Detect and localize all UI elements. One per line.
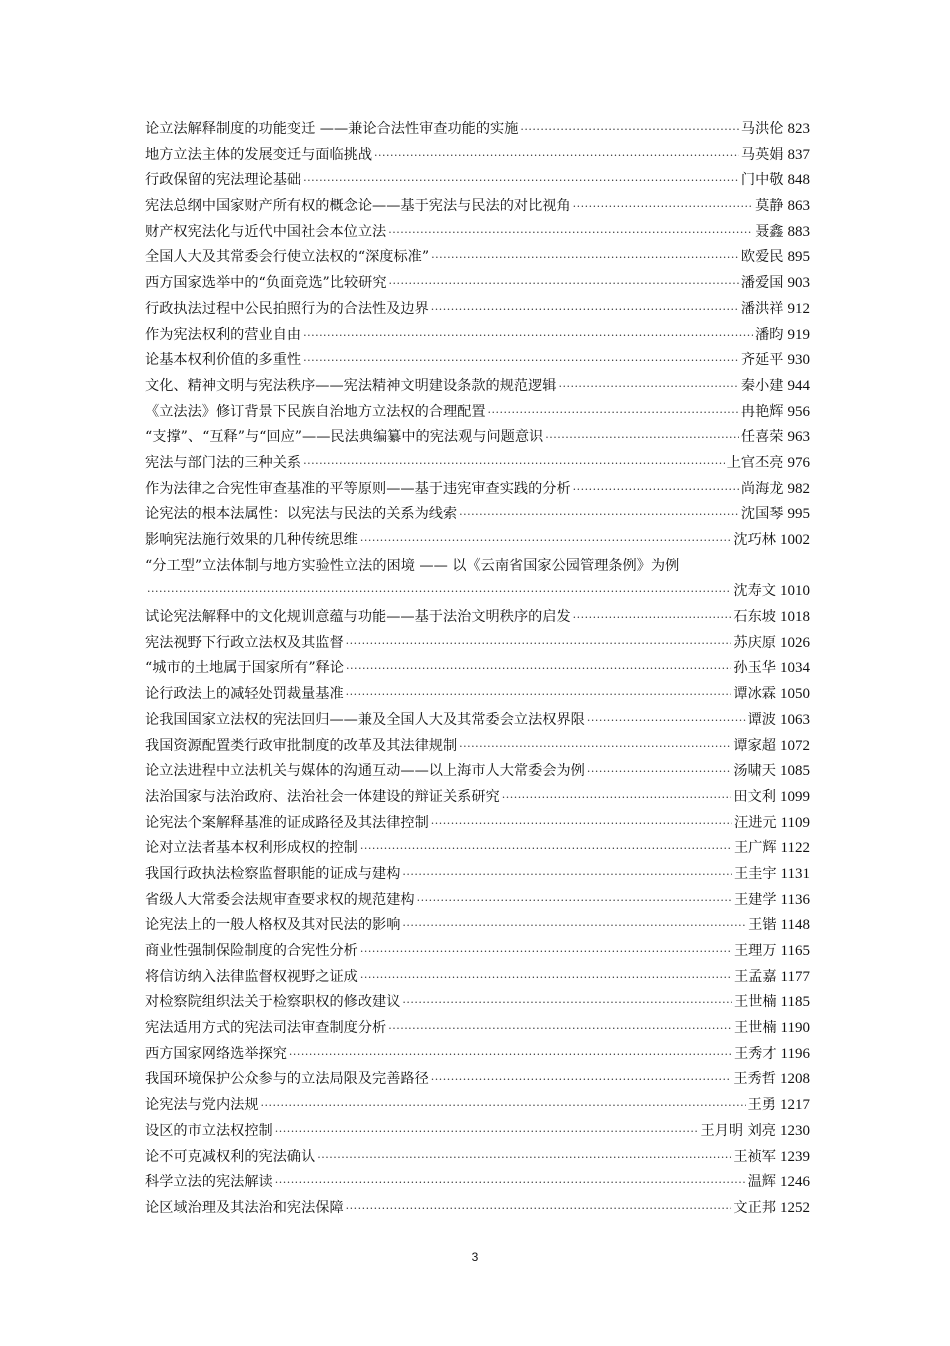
toc-entry-author: 冉艳辉 xyxy=(740,403,784,420)
toc-entry[interactable] xyxy=(145,1145,810,1171)
toc-entry-title: 论立法进程中立法机关与媒体的沟通互动——以上海市人大常委会为例 xyxy=(145,763,585,780)
dot-leader xyxy=(303,323,753,349)
toc-entry-title: 宪法总纲中国家财产所有权的概念论——基于宪法与民法的对比视角 xyxy=(145,198,571,215)
dot-leader xyxy=(558,374,738,400)
toc-entry-author: 谭冰霖 xyxy=(733,686,776,703)
toc-entry[interactable] xyxy=(145,862,810,888)
toc-entry[interactable] xyxy=(145,836,810,862)
toc-entry[interactable] xyxy=(145,477,810,503)
toc-entry-page: 1196 xyxy=(780,1045,810,1062)
toc-entry[interactable] xyxy=(145,605,810,631)
dot-leader xyxy=(431,811,732,837)
toc-entry[interactable] xyxy=(145,990,810,1016)
toc-entry-title: 论立法解释制度的功能变迁 ——兼论合法性审查功能的实施 xyxy=(145,121,519,137)
toc-entry-page: 1136 xyxy=(780,891,810,908)
toc-entry[interactable] xyxy=(145,1196,810,1222)
toc-entry-title: 我国环境保护公众参与的立法局限及完善路径 xyxy=(145,1071,429,1088)
toc-entry-author: 莫静 xyxy=(755,198,784,215)
toc-entry-author: 文正邦 xyxy=(733,1199,776,1216)
toc-entry-author: 石东坡 xyxy=(733,609,776,626)
toc-entry-page: 919 xyxy=(787,326,810,343)
toc-entry-title: 论不可克减权利的宪法确认 xyxy=(145,1148,316,1165)
toc-entry-page: 976 xyxy=(787,454,810,471)
toc-entry-page: 930 xyxy=(787,352,810,369)
toc-entry[interactable] xyxy=(145,759,810,785)
toc-entry-author: 欧爱民 xyxy=(740,249,784,266)
toc-entry-title: 财产权宪法化与近代中国社会本位立法 xyxy=(145,223,387,240)
toc-entry-author: 沈寿文 xyxy=(733,583,776,600)
toc-entry[interactable] xyxy=(145,400,810,426)
dot-leader xyxy=(388,220,753,246)
toc-entry[interactable] xyxy=(145,143,810,169)
toc-entry[interactable] xyxy=(145,656,810,682)
dot-leader xyxy=(389,271,739,297)
dot-leader xyxy=(275,1170,746,1196)
toc-entry-title: 论我国国家立法权的宪法回归——兼及全国人大及其常委会立法权界限 xyxy=(145,711,585,728)
toc-entry-page: 837 xyxy=(787,146,810,163)
toc-entry-author: 聂鑫 xyxy=(755,223,784,240)
dot-leader xyxy=(346,682,732,708)
toc-entry-page: 1208 xyxy=(780,1071,810,1088)
toc-entry-page: 1063 xyxy=(780,711,810,728)
toc-entry[interactable] xyxy=(145,785,810,811)
toc-entry-page: 1230 xyxy=(780,1122,810,1139)
toc-entry[interactable] xyxy=(145,348,810,374)
toc-entry[interactable] xyxy=(145,271,810,297)
toc-entry-page: 982 xyxy=(787,480,810,497)
toc-entry-title: 行政保留的宪法理论基础 xyxy=(145,172,302,189)
toc-entry[interactable] xyxy=(145,734,810,760)
toc-entry-page: 1252 xyxy=(780,1199,810,1216)
toc-entry-author: 沈国琴 xyxy=(740,506,784,523)
toc-entry-title: “城市的土地属于国家所有”释论 xyxy=(145,660,344,677)
toc-entry-author: 王锴 xyxy=(748,917,777,934)
toc-entry[interactable] xyxy=(145,1093,810,1119)
toc-entry-page: 1002 xyxy=(780,532,810,548)
toc-entry-page: 903 xyxy=(787,275,810,292)
toc-entry-title: 论行政法上的减轻处罚裁量基准 xyxy=(145,686,344,703)
toc-entry-title: 西方国家网络选举探究 xyxy=(145,1045,287,1062)
toc-entry-title: 论对立法者基本权利形成权的控制 xyxy=(145,840,358,857)
toc-entry-author: 王祯军 xyxy=(733,1148,776,1165)
toc-entry-title: 论区域治理及其法治和宪法保障 xyxy=(145,1199,344,1216)
dot-leader xyxy=(402,913,746,939)
dot-leader xyxy=(573,605,732,631)
toc-entry-author: 沈巧林 xyxy=(733,532,776,548)
dot-leader xyxy=(360,528,732,554)
toc-entry-page: 863 xyxy=(787,198,810,215)
toc-entry-page: 1109 xyxy=(780,814,810,831)
toc-entry-page: 895 xyxy=(787,249,810,266)
toc-entry[interactable] xyxy=(145,888,810,914)
dot-leader xyxy=(317,1145,731,1171)
dot-leader xyxy=(573,477,739,503)
toc-entry-author: 潘爱国 xyxy=(740,275,784,292)
toc-entry-title: “分工型”立法体制与地方实验性立法的困境 —— 以《云南省国家公园管理条例》为例 xyxy=(145,557,680,574)
toc-entry-author: 潘洪祥 xyxy=(740,300,784,317)
toc-entry-title: 论宪法上的一般人格权及其对民法的影响 xyxy=(145,917,401,934)
toc-entry-author: 上官丕亮 xyxy=(726,454,784,471)
toc-entry-author: 尚海龙 xyxy=(740,480,784,497)
toc-entry[interactable] xyxy=(145,708,810,734)
toc-entry-page: 995 xyxy=(787,506,810,523)
dot-leader xyxy=(402,862,732,888)
toc-entry[interactable] xyxy=(145,117,810,143)
toc-entry-title: 科学立法的宪法解读 xyxy=(145,1174,273,1191)
toc-entry[interactable] xyxy=(145,682,810,708)
dot-leader xyxy=(417,888,732,914)
dot-leader xyxy=(261,1093,746,1119)
toc-entry[interactable] xyxy=(145,1067,810,1093)
dot-leader xyxy=(346,631,732,657)
toc-entry-author: 潘昀 xyxy=(755,326,784,343)
toc-entry-page: 1246 xyxy=(780,1174,810,1191)
dot-leader xyxy=(360,965,732,991)
dot-leader xyxy=(545,425,739,451)
dot-leader xyxy=(374,143,739,169)
toc-entry-author: 谭家超 xyxy=(733,737,776,754)
toc-entry-author: 王理万 xyxy=(733,943,777,959)
toc-entry-page: 823 xyxy=(787,121,810,137)
toc-entry-author: 王圭宇 xyxy=(733,865,777,882)
toc-entry[interactable] xyxy=(145,220,810,246)
toc-entry[interactable] xyxy=(145,1119,810,1145)
toc-entry-title: 全国人大及其常委会行使立法权的“深度标准” xyxy=(145,249,430,266)
toc-entry-page: 1131 xyxy=(780,865,810,882)
toc-entry-page: 1050 xyxy=(780,686,810,703)
toc-entry-author: 谭波 xyxy=(747,711,776,728)
toc-entry-page: 1026 xyxy=(780,634,810,651)
toc-entry-author: 王秀才 xyxy=(733,1045,777,1062)
dot-leader xyxy=(346,656,731,682)
dot-leader xyxy=(388,1016,732,1042)
toc-entry-page: 912 xyxy=(787,300,810,317)
toc-entry-page: 1099 xyxy=(780,788,810,805)
toc-entry-page: 1085 xyxy=(780,763,810,780)
dot-leader xyxy=(431,297,739,323)
toc-entry-page: 956 xyxy=(787,403,810,420)
toc-entry-title-line xyxy=(145,554,810,580)
toc-entry-title: 文化、精神文明与宪法秩序——宪法精神文明建设条款的规范逻辑 xyxy=(145,377,557,394)
toc-entry-page: 1018 xyxy=(780,609,810,626)
toc-entry-page: 963 xyxy=(787,429,810,446)
toc-entry-title: 将信访纳入法律监督权视野之证成 xyxy=(145,968,358,985)
toc-entry-title: 论宪法个案解释基准的证成路径及其法律控制 xyxy=(145,814,429,831)
dot-leader xyxy=(459,734,731,760)
toc-entry-title: 西方国家选举中的“负面竞选”比较研究 xyxy=(145,275,387,292)
toc-entry-page: 1165 xyxy=(780,943,810,959)
dot-leader xyxy=(587,759,732,785)
toc-entry-author: 马洪伦 xyxy=(740,121,784,137)
toc-entry-author: 马英娟 xyxy=(740,146,784,163)
toc-entry-title: 《立法法》修订背景下民族自治地方立法权的合理配置 xyxy=(145,403,486,420)
toc-entry-author: 汪进元 xyxy=(733,814,777,831)
dot-leader xyxy=(303,451,725,477)
dot-leader xyxy=(459,502,739,528)
toc-entry-title: 论宪法与党内法规 xyxy=(145,1097,259,1114)
toc-entry-title: 作为法律之合宪性审查基准的平等原则——基于违宪审查实践的分析 xyxy=(145,480,571,497)
toc-entry-author: 王世楠 xyxy=(733,994,777,1011)
dot-leader xyxy=(303,348,739,374)
dot-leader xyxy=(303,168,739,194)
toc-entry-page: 848 xyxy=(787,172,810,189)
toc-entry-author: 苏庆原 xyxy=(733,634,776,651)
toc-entry-author: 任喜荣 xyxy=(740,429,784,446)
dot-leader xyxy=(360,939,732,965)
toc-entry-title: 影响宪法施行效果的几种传统思维 xyxy=(145,532,358,548)
toc-entry-title: 宪法适用方式的宪法司法审查制度分析 xyxy=(145,1020,387,1037)
toc-entry-title: 法治国家与法治政府、法治社会一体建设的辩证关系研究 xyxy=(145,788,500,805)
toc-entry-author: 王广辉 xyxy=(733,840,777,857)
toc-entry-page: 1190 xyxy=(780,1020,810,1037)
toc-entry-author: 王月明 刘亮 xyxy=(700,1122,776,1139)
toc-entry-title: 宪法与部门法的三种关系 xyxy=(145,454,302,471)
toc-entry-author: 齐延平 xyxy=(740,352,784,369)
toc-entry-author: 王世楠 xyxy=(733,1020,777,1037)
dot-leader xyxy=(573,194,753,220)
toc-entry-page: 1072 xyxy=(780,737,810,754)
toc-entry-author: 孙玉华 xyxy=(733,660,776,677)
toc-entry-author: 汤啸天 xyxy=(733,763,776,780)
toc-entry-author: 田文利 xyxy=(733,788,776,805)
toc-entry[interactable] xyxy=(145,425,810,451)
toc-entry-page: 1010 xyxy=(780,583,810,600)
toc-entry-page: 883 xyxy=(787,223,810,240)
toc-entry-author: 秦小建 xyxy=(740,377,784,394)
toc-entry[interactable] xyxy=(145,168,810,194)
toc-entry-title: 试论宪法解释中的文化规训意蕴与功能——基于法治文明秩序的启发 xyxy=(145,609,571,626)
toc-entry-title: 商业性强制保险制度的合宪性分析 xyxy=(145,943,358,959)
toc-entry-title: 作为宪法权利的营业自由 xyxy=(145,326,302,343)
toc-entry-title: 对检察院组织法关于检察职权的修改建议 xyxy=(145,994,401,1011)
dot-leader xyxy=(402,990,732,1016)
toc-entry-author: 温辉 xyxy=(747,1174,776,1191)
dot-leader xyxy=(520,117,739,143)
toc-entry-author: 门中敬 xyxy=(740,172,784,189)
page-number: 3 xyxy=(471,1250,479,1264)
toc-entry-page: 944 xyxy=(787,377,810,394)
toc-entry[interactable] xyxy=(145,913,810,939)
toc-entry[interactable] xyxy=(145,502,810,528)
dot-leader xyxy=(431,245,739,271)
toc-entry[interactable] xyxy=(145,528,810,554)
toc-entry[interactable] xyxy=(145,579,810,605)
table-of-contents xyxy=(145,117,810,1222)
dot-leader xyxy=(431,1067,732,1093)
dot-leader xyxy=(289,1042,732,1068)
dot-leader xyxy=(275,1119,699,1145)
toc-entry[interactable] xyxy=(145,811,810,837)
toc-entry[interactable] xyxy=(145,245,810,271)
toc-entry-page: 1034 xyxy=(780,660,810,677)
toc-entry[interactable] xyxy=(145,297,810,323)
toc-entry-author: 王建学 xyxy=(733,891,777,908)
toc-entry[interactable] xyxy=(145,939,810,965)
toc-entry[interactable] xyxy=(145,631,810,657)
toc-entry-title: “支撑”、“互释”与“回应”——民法典编纂中的宪法观与问题意识 xyxy=(145,429,544,446)
toc-entry-page: 1239 xyxy=(780,1148,810,1165)
dot-leader xyxy=(360,836,732,862)
toc-entry-page: 1122 xyxy=(780,840,810,857)
toc-entry-author: 王孟嘉 xyxy=(733,968,777,985)
toc-entry[interactable] xyxy=(145,451,810,477)
toc-entry-page: 1148 xyxy=(780,917,810,934)
toc-entry-page: 1185 xyxy=(780,994,810,1011)
toc-entry[interactable] xyxy=(145,374,810,400)
toc-entry-page: 1177 xyxy=(780,968,810,985)
toc-entry[interactable] xyxy=(145,1042,810,1068)
toc-entry-title: 行政执法过程中公民拍照行为的合法性及边界 xyxy=(145,300,429,317)
toc-entry-title: 地方立法主体的发展变迁与面临挑战 xyxy=(145,146,373,163)
toc-entry-title: 论基本权利价值的多重性 xyxy=(145,352,302,369)
dot-leader xyxy=(587,708,746,734)
toc-entry-author: 王勇 xyxy=(747,1097,776,1114)
toc-entry[interactable] xyxy=(145,965,810,991)
dot-leader xyxy=(147,579,731,605)
toc-entry-title: 我国行政执法检察监督职能的证成与建构 xyxy=(145,865,401,882)
toc-entry[interactable] xyxy=(145,194,810,220)
toc-entry-title: 论宪法的根本法属性：以宪法与民法的关系为线索 xyxy=(145,506,458,523)
toc-entry[interactable] xyxy=(145,323,810,349)
toc-entry-title: 我国资源配置类行政审批制度的改革及其法律规制 xyxy=(145,737,458,754)
dot-leader xyxy=(346,1196,732,1222)
dot-leader xyxy=(502,785,732,811)
toc-entry-title: 省级人大常委会法规审查要求权的规范建构 xyxy=(145,891,415,908)
toc-entry-title: 设区的市立法权控制 xyxy=(145,1122,273,1139)
toc-entry[interactable] xyxy=(145,1016,810,1042)
toc-entry[interactable] xyxy=(145,1170,810,1196)
toc-entry-page: 1217 xyxy=(780,1097,810,1114)
toc-entry-author: 王秀哲 xyxy=(733,1071,776,1088)
toc-entry-title: 宪法视野下行政立法权及其监督 xyxy=(145,634,344,651)
dot-leader xyxy=(488,400,739,426)
